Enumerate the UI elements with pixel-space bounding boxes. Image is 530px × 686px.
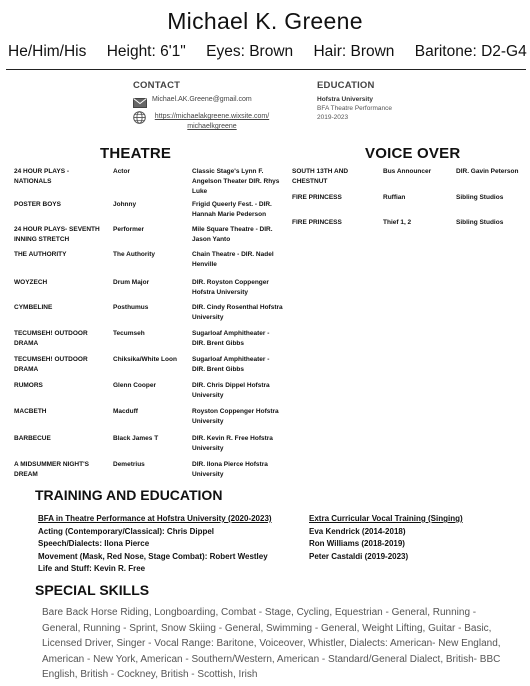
training-degree-title: BFA in Theatre Performance at Hofstra University (2020-2023): [38, 514, 272, 523]
theatre-role: Macduff: [113, 408, 138, 415]
theatre-venue-director: DIR. Chris Dippel Hofstra University: [192, 382, 270, 399]
theatre-production: RUMORS: [14, 382, 43, 389]
voiceover-heading: VOICE OVER: [365, 145, 461, 162]
theatre-role: Glenn Cooper: [113, 382, 156, 389]
actor-stats: [0, 43, 530, 61]
theatre-role: Johnny: [113, 201, 137, 208]
theatre-venue-director: Frigid Queerly Fest. - DIR. Hannah Marie Pederson: [192, 201, 272, 218]
theatre-role: Drum Major: [113, 279, 150, 286]
theatre-production: A MIDSUMMER NIGHT'S DREAM: [14, 461, 89, 478]
voiceover-venue-director: DIR. Gavin Peterson: [456, 168, 519, 175]
pronouns: He/Him/His: [8, 43, 87, 60]
website-link[interactable]: [152, 112, 272, 132]
theatre-venue-director: Classic Stage's Lynn F. Angelson Theater DIR. Rhys Luke: [192, 168, 280, 195]
theatre-production: BARBECUE: [14, 435, 51, 442]
vocal-training-title: Extra Curricular Vocal Training (Singing): [309, 514, 463, 523]
theatre-role: The Authority: [113, 251, 156, 258]
skills-text: Bare Back Horse Riding, Longboarding, Combat - Stage, Cycling, Equestrian - General, Running - General, Running - Sprint, Snow Skiing - General, Swimming - General, Weight Lifting, Guitar - Basic, Licensed Driver, Singer - Vocal Range: Baritone, Voiceover, Whistler, Dialects: American- New England, American - New York, American - Southern/Western, American - Standard/General Dialect, British- BBC English, British - Cockney, British - Scottish, Irish: [42, 607, 501, 680]
training-line: Speech/Dialects: Ilona Pierce: [38, 539, 150, 548]
theatre-venue-director: Mile Square Theatre - DIR. Jason Yanto: [192, 226, 273, 243]
voiceover-role: Bus Announcer: [383, 168, 432, 175]
skills-heading: SPECIAL SKILLS: [35, 582, 150, 598]
theatre-role: Actor: [113, 168, 130, 175]
theatre-production: 24 HOUR PLAYS- SEVENTH INNING STRETCH: [14, 226, 100, 243]
hair-color: Hair: Brown: [313, 43, 395, 60]
vocal-teacher: Eva Kendrick (2014-2018): [309, 526, 406, 536]
voiceover-production: SOUTH 13TH AND CHESTNUT: [292, 168, 349, 185]
education-degree: BFA Theatre Performance: [317, 105, 393, 112]
education-heading: EDUCATION: [317, 80, 375, 91]
voiceover-role: Thief 1, 2: [383, 219, 412, 226]
height: Height: 6'1": [106, 43, 186, 60]
theatre-role: Posthumus: [113, 304, 149, 311]
education-years: 2019-2023: [317, 114, 349, 121]
voiceover-production: FIRE PRINCESS: [292, 194, 342, 201]
theatre-venue-director: DIR. Royston Coppenger Hofstra University: [192, 279, 269, 296]
vocal-teacher: Ron Williams (2018-2019): [309, 539, 405, 548]
eye-color: Eyes: Brown: [206, 43, 294, 60]
theatre-venue-director: Sugarloaf Amphitheater - DIR. Brent Gibbs: [192, 330, 270, 347]
theatre-venue-director: DIR. Ilona Pierce Hofstra University: [192, 461, 268, 478]
theatre-venue-director: Royston Coppenger Hofstra University: [192, 408, 279, 425]
education-school: Hofstra University: [317, 96, 373, 103]
training-line: Life and Stuff: Kevin R. Free: [38, 564, 146, 573]
contact-heading: CONTACT: [133, 80, 181, 91]
theatre-production: CYMBELINE: [14, 304, 53, 311]
theatre-role: Performer: [113, 226, 145, 233]
resume-name: Michael K. Greene: [167, 8, 363, 34]
training-line: Movement (Mask, Red Nose, Stage Combat): Robert Westley: [38, 551, 268, 561]
voiceover-role: Ruffian: [383, 194, 406, 201]
theatre-role: Black James T: [113, 435, 159, 442]
website-line-2[interactable]: michaelkgreene: [187, 123, 237, 130]
training-line: Acting (Contemporary/Classical): Chris Dippel: [38, 526, 215, 536]
theatre-venue-director: DIR. Cindy Rosenthal Hofstra University: [192, 304, 283, 321]
theatre-venue-director: Sugarloaf Amphitheater - DIR. Brent Gibbs: [192, 356, 270, 373]
theatre-venue-director: DIR. Kevin R. Free Hofstra University: [192, 435, 273, 452]
theatre-production: TECUMSEH! OUTDOOR DRAMA: [14, 330, 88, 347]
theatre-role: Tecumseh: [113, 330, 145, 337]
theatre-role: Chiksika/White Loon: [113, 356, 177, 363]
header-divider: [6, 69, 526, 70]
voiceover-venue-director: Sibling Studios: [456, 219, 504, 226]
theatre-venue-director: Chain Theatre - DIR. Nadel Henville: [192, 251, 274, 268]
website-line-1[interactable]: https://michaelakgreene.wixsite.com/: [154, 113, 270, 120]
theatre-heading: THEATRE: [100, 145, 172, 162]
vocal-range: Baritone: D2-G4: [414, 43, 527, 60]
theatre-production: TECUMSEH! OUTDOOR DRAMA: [14, 356, 88, 373]
theatre-production: WOYZECH: [14, 279, 48, 286]
voiceover-production: FIRE PRINCESS: [292, 219, 342, 226]
theatre-production: THE AUTHORITY: [14, 251, 67, 258]
email-link[interactable]: Michael.AK.Greene@gmail.com: [152, 96, 252, 103]
globe-icon: [133, 111, 146, 124]
vocal-teacher: Peter Castaldi (2019-2023): [309, 551, 409, 561]
training-left: [38, 513, 308, 576]
training-right: [309, 513, 509, 563]
theatre-production: MACBETH: [14, 408, 47, 415]
voiceover-venue-director: Sibling Studios: [456, 194, 504, 201]
theatre-role: Demetrius: [113, 461, 145, 468]
envelope-icon: [133, 95, 147, 105]
theatre-production: 24 HOUR PLAYS - NATIONALS: [14, 168, 70, 185]
theatre-production: POSTER BOYS: [14, 201, 61, 208]
training-heading: TRAINING AND EDUCATION: [35, 487, 223, 503]
